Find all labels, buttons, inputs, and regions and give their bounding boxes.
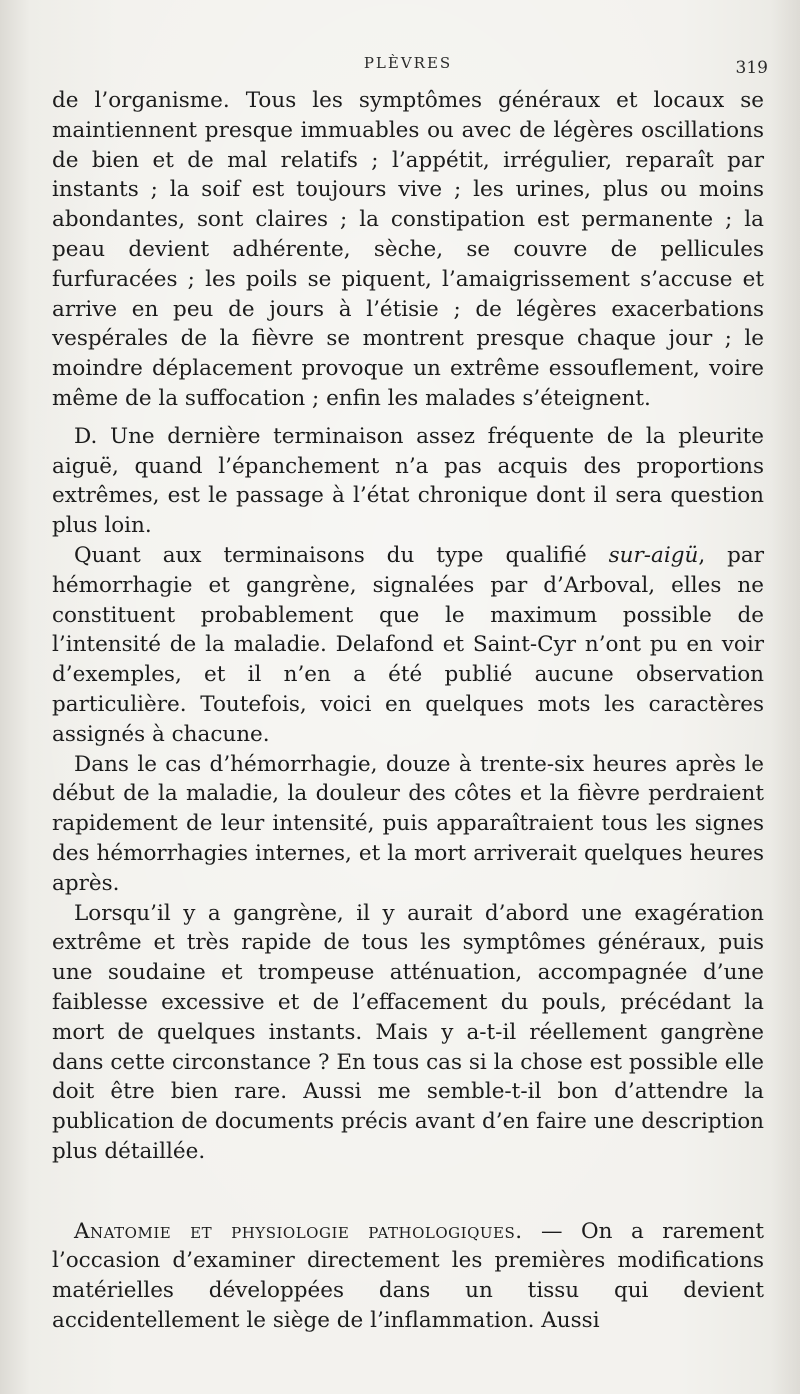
paragraph-gangrene	[52, 899, 764, 1167]
paragraph-anatomie	[52, 1217, 764, 1336]
section-heading: Anatomie et physiologie pathologiques.	[74, 1218, 523, 1244]
chapter-title: PLÈVRES	[363, 54, 453, 72]
paragraph-continued	[52, 86, 764, 414]
running-head	[52, 46, 768, 86]
emphasis-term: sur-aigü	[608, 542, 699, 568]
paragraph-text: de l’organisme. Tous les symptômes généraux et locaux se maintiennent presque immuables ou avec de légères oscillations de bien et de mal relatifs ; l’appétit, irrégulier, reparaît par instants ; la soif est toujours vive ; les urines, plus ou moins abondantes, sont claires ; la constipation est permanente ; la peau devient adhérente, sèche, se couvre de pellicules furfuracées ; les poils se piquent, l’amaigrissement s’accuse et arrive en peu de jours à l’étisie ; de légères exacerbations vespérales de la fièvre se montrent presque chaque jour ; le moindre déplacement provoque un extrême essouflement, voire même de la suffocation ; enfin les malades s’éteignent.	[52, 88, 764, 411]
paragraph-text-end: , par hémorrhagie et gangrène, signalées par d’Arboval, elles ne constituent probablement que le maximum possible de l’intensité de la maladie. Delafond et Saint-Cyr n’ont pu en voir d’exemples, et il n’en a été publié aucune observation particulière. Toutefois, voici en quelques mots les caractères assignés à chacune.	[52, 542, 764, 747]
paragraph-text-start: Quant aux terminaisons du type qualifié	[74, 542, 609, 568]
book-page	[52, 46, 768, 1336]
paragraph-text: D. Une dernière terminaison assez fréquente de la pleurite aiguë, quand l’épanchement n’a pas acquis des proportions extrêmes, est le passage à l’état chronique dont il sera question plus loin.	[52, 423, 764, 539]
paragraph-hemorrhagie	[52, 750, 764, 899]
paragraph-text: — On a rarement l’occasion d’examiner directement les premières modifications matérielles développées dans un tissu qui devient accidentellement le siège de l’inflammation. Aussi	[52, 1218, 764, 1334]
paragraph-sur-aigu	[52, 541, 764, 750]
paragraph-text: Lorsqu’il y a gangrène, il y aurait d’abord une exagération extrême et très rapide de tous les symptômes généraux, puis une soudaine et trompeuse atténuation, accompagnée d’une faiblesse excessive et de l’effacement du pouls, précédant la mort de quelques instants. Mais y a-t-il réellement gangrène dans cette circonstance ? En tous cas si la chose est possible elle doit être bien rare. Aussi me semble-t-il bon d’attendre la publication de documents précis avant d’en faire une description plus détaillée.	[52, 900, 764, 1164]
paragraph-text: Dans le cas d’hémorrhagie, douze à trente-six heures après le début de la maladie, la douleur des côtes et la fièvre perdraient rapidement de leur intensité, puis apparaîtraient tous les signes des hémorrhagies internes, et la mort arriverait quelques heures après.	[52, 751, 764, 896]
paragraph-termination-d	[52, 422, 764, 541]
page-number: 319	[735, 58, 768, 78]
